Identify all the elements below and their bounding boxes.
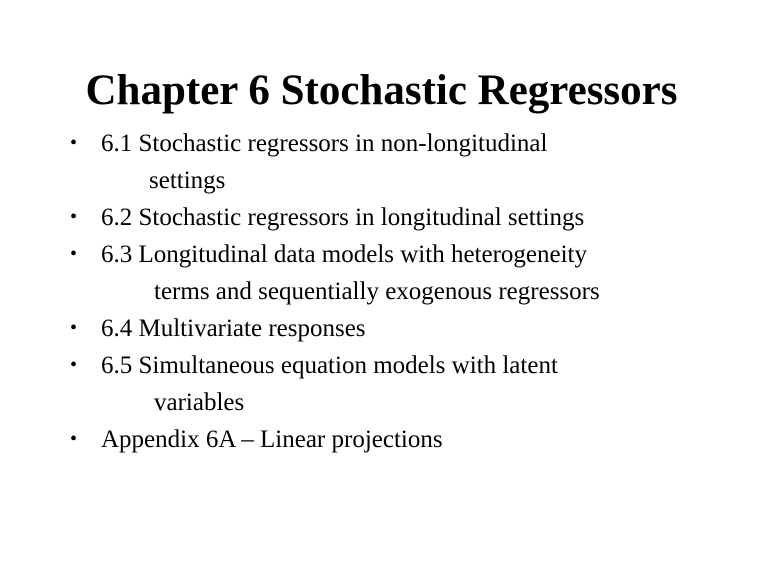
list-item-text: 6.5 Simultaneous equation models with latent <box>101 352 558 379</box>
list-item-text: 6.3 Longitudinal data models with heterogeneity <box>101 241 587 268</box>
bullet-icon: • <box>70 206 78 228</box>
list-item <box>70 199 600 236</box>
list-item-text: 6.4 Multivariate responses <box>101 315 366 342</box>
slide-title: Chapter 6 Stochastic Regressors <box>85 67 678 114</box>
list-item <box>70 347 600 421</box>
bullet-list <box>70 125 600 458</box>
list-item <box>70 421 600 458</box>
list-item-text: 6.2 Stochastic regressors in longitudinal settings <box>101 204 585 231</box>
list-item-continuation: variables <box>154 389 245 416</box>
list-item <box>70 125 600 199</box>
bullet-icon: • <box>70 354 78 376</box>
bullet-icon: • <box>70 428 78 450</box>
list-item-continuation: settings <box>149 167 226 194</box>
list-item <box>70 236 600 310</box>
bullet-icon: • <box>70 132 78 154</box>
list-item-continuation: terms and sequentially exogenous regressors <box>154 278 600 305</box>
bullet-icon: • <box>70 317 78 339</box>
bullet-icon: • <box>70 243 78 265</box>
list-item-text: Appendix 6A – Linear projections <box>101 426 443 453</box>
list-item <box>70 310 600 347</box>
list-item-text: 6.1 Stochastic regressors in non-longitudinal <box>101 130 548 157</box>
